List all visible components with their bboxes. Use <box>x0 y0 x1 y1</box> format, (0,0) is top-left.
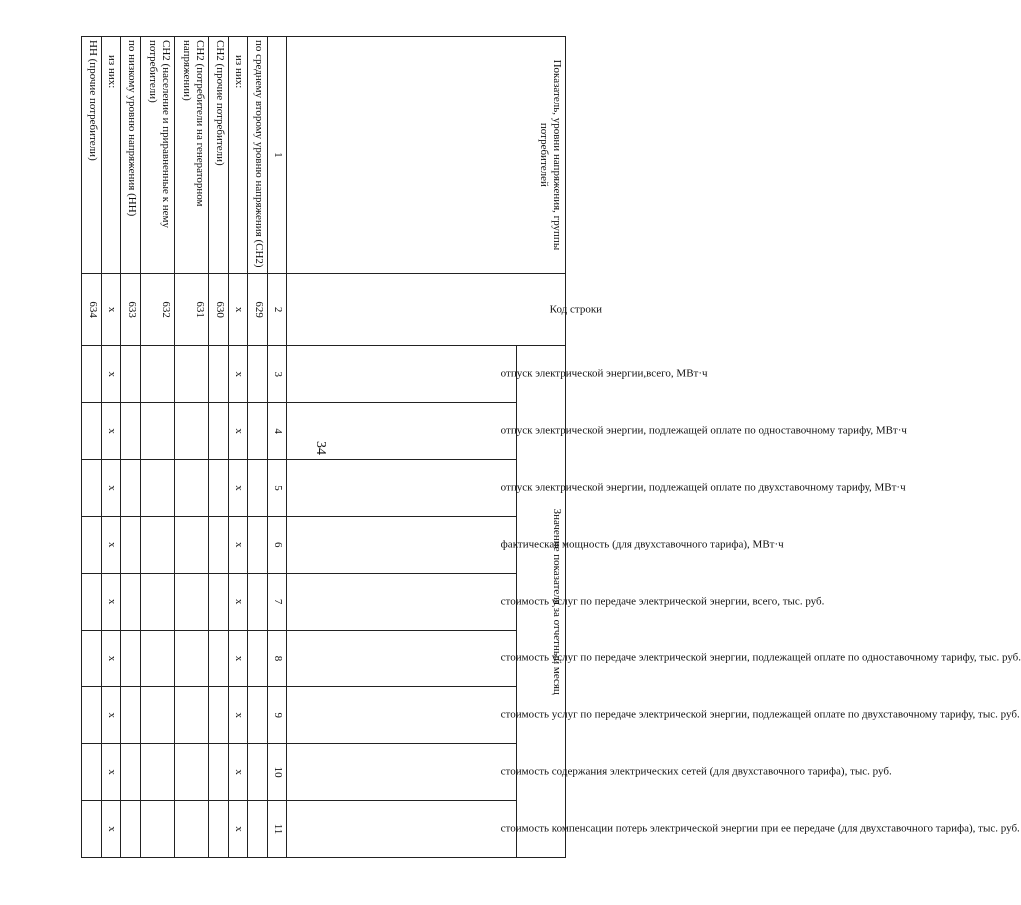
column-header-text: стоимость содержания электрических сетей (для двухставочного тарифа), тыс. руб. <box>500 765 892 778</box>
value-cell: x <box>101 801 121 858</box>
table-row <box>228 37 248 858</box>
group-header-text: Значение показателя за отчетный месяц <box>551 508 563 695</box>
value-cell <box>248 516 268 573</box>
value-cell <box>208 460 228 517</box>
value-cell <box>141 687 175 744</box>
value-cell <box>82 801 102 858</box>
table-row <box>248 37 268 858</box>
row-code: 632 <box>141 273 175 346</box>
value-cell <box>208 573 228 630</box>
value-cell: x <box>228 801 248 858</box>
value-cell <box>175 346 209 403</box>
value-cell <box>82 687 102 744</box>
report-table <box>81 36 1021 858</box>
column-number: 5 <box>268 460 287 517</box>
column-header <box>287 460 906 517</box>
value-cell <box>121 630 141 687</box>
value-cell: x <box>101 630 121 687</box>
row-label: СН2 (население и приравненные к нему потребители) <box>141 37 175 274</box>
value-cell <box>175 744 209 801</box>
value-cell: x <box>101 403 121 460</box>
value-cell <box>121 460 141 517</box>
value-cell: x <box>228 687 248 744</box>
value-cell <box>82 573 102 630</box>
row-code: 633 <box>121 273 141 346</box>
value-cell <box>248 403 268 460</box>
value-cell <box>175 516 209 573</box>
value-cell <box>141 744 175 801</box>
column-header-text: стоимость услуг по передаче электрической энергии, подлежащей оплате по одноставочному тарифу, тыс. руб. <box>500 652 1021 665</box>
table-row <box>208 37 228 858</box>
value-cell <box>82 744 102 801</box>
column-header-text: стоимость компенсации потерь электрической энергии при ее передаче (для двухставочного тарифа), тыс. руб. <box>500 822 1020 835</box>
value-cell <box>208 346 228 403</box>
value-cell <box>175 403 209 460</box>
column-header-text: стоимость услуг по передаче электрической энергии, всего, тыс. руб. <box>500 595 825 608</box>
column-header-text: отпуск электрической энергии, подлежащей оплате по одноставочному тарифу, МВт·ч <box>500 424 907 437</box>
column-header-text: фактическая мощность (для двухставочного тарифа), МВт·ч <box>500 538 784 551</box>
column-header <box>287 573 825 630</box>
value-cell <box>208 744 228 801</box>
value-cell: x <box>101 516 121 573</box>
value-cell <box>121 687 141 744</box>
column-number: 7 <box>268 573 287 630</box>
table-row <box>82 37 102 858</box>
table-body <box>82 37 268 858</box>
row-code: 634 <box>82 273 102 346</box>
page-number-text: 34 <box>313 441 328 455</box>
value-cell <box>82 460 102 517</box>
value-cell: x <box>228 346 248 403</box>
value-cell <box>175 460 209 517</box>
column-header-text: стоимость услуг по передаче электрической энергии, подлежащей оплате по двухставочному тарифу, тыс. руб. <box>500 708 1020 721</box>
column-header <box>287 687 1020 744</box>
group-header-row <box>517 37 566 858</box>
row-code: 630 <box>208 273 228 346</box>
value-cell <box>248 573 268 630</box>
value-cell <box>141 573 175 630</box>
column-number: 9 <box>268 687 287 744</box>
value-cell <box>82 630 102 687</box>
row-label: СН2 (потребители на генераторном напряжении) <box>175 37 209 274</box>
row-label: по среднему второму уровню напряжения (СН2) <box>248 37 268 274</box>
value-cell <box>141 460 175 517</box>
column-header <box>287 403 907 460</box>
row-label: СН2 (прочие потребители) <box>208 37 228 274</box>
value-cell <box>248 744 268 801</box>
row-code: 631 <box>175 273 209 346</box>
value-cell <box>175 573 209 630</box>
value-cell: x <box>228 630 248 687</box>
value-cell: x <box>228 573 248 630</box>
value-cell: x <box>228 403 248 460</box>
column-number: 6 <box>268 516 287 573</box>
column-header <box>287 516 784 573</box>
value-cell <box>82 403 102 460</box>
value-cell <box>248 630 268 687</box>
value-cell <box>141 630 175 687</box>
column-number: 2 <box>268 273 287 346</box>
value-cell: x <box>101 744 121 801</box>
value-cell <box>248 687 268 744</box>
value-cell <box>121 801 141 858</box>
row-label: по низкому уровню напряжения (НН) <box>121 37 141 274</box>
value-cell: x <box>228 744 248 801</box>
value-cell <box>208 687 228 744</box>
value-cell: x <box>228 460 248 517</box>
table-row <box>175 37 209 858</box>
value-cell <box>82 516 102 573</box>
column-header-text: отпуск электрической энергии,всего, МВт·ч <box>500 367 708 380</box>
row-label: НН (прочие потребители) <box>82 37 102 274</box>
table-row <box>121 37 141 858</box>
column-number: 8 <box>268 630 287 687</box>
value-cell <box>248 801 268 858</box>
table-row <box>141 37 175 858</box>
value-cell <box>175 687 209 744</box>
value-cell <box>248 346 268 403</box>
value-cell <box>121 516 141 573</box>
row-code: 629 <box>248 273 268 346</box>
indicator-header <box>287 37 566 274</box>
value-cell <box>121 744 141 801</box>
code-header-text: Код строки <box>549 303 603 316</box>
value-cell <box>121 573 141 630</box>
value-cell <box>141 801 175 858</box>
value-cell <box>141 403 175 460</box>
value-cell: x <box>101 346 121 403</box>
column-number: 1 <box>268 37 287 274</box>
column-number-row <box>268 37 287 858</box>
column-header <box>287 801 1020 858</box>
row-label: из них: <box>228 37 248 274</box>
form-table-rotated <box>81 36 1021 858</box>
value-cell <box>121 346 141 403</box>
column-number: 4 <box>268 403 287 460</box>
value-cell: x <box>101 573 121 630</box>
column-number: 3 <box>268 346 287 403</box>
indicator-header-text: Показатель, уровни напряжения, группы потребителей <box>538 59 563 251</box>
column-number: 11 <box>268 801 287 858</box>
value-cell <box>208 403 228 460</box>
value-cell <box>208 801 228 858</box>
code-header <box>287 273 603 346</box>
value-cell <box>175 801 209 858</box>
value-cell: x <box>101 687 121 744</box>
value-cell <box>82 346 102 403</box>
column-number: 10 <box>268 744 287 801</box>
value-cell <box>248 460 268 517</box>
value-cell <box>175 630 209 687</box>
value-cell <box>141 516 175 573</box>
row-code: x <box>101 273 121 346</box>
column-header <box>287 744 892 801</box>
column-header <box>287 630 1021 687</box>
table-row <box>101 37 121 858</box>
value-cell <box>141 346 175 403</box>
value-cell <box>121 403 141 460</box>
row-code: x <box>228 273 248 346</box>
value-cell <box>208 630 228 687</box>
value-cell: x <box>228 516 248 573</box>
value-cell <box>208 516 228 573</box>
column-header-text: отпуск электрической энергии, подлежащей оплате по двухставочному тарифу, МВт·ч <box>500 481 906 494</box>
row-label: из них: <box>101 37 121 274</box>
column-header <box>287 346 708 403</box>
value-cell: x <box>101 460 121 517</box>
